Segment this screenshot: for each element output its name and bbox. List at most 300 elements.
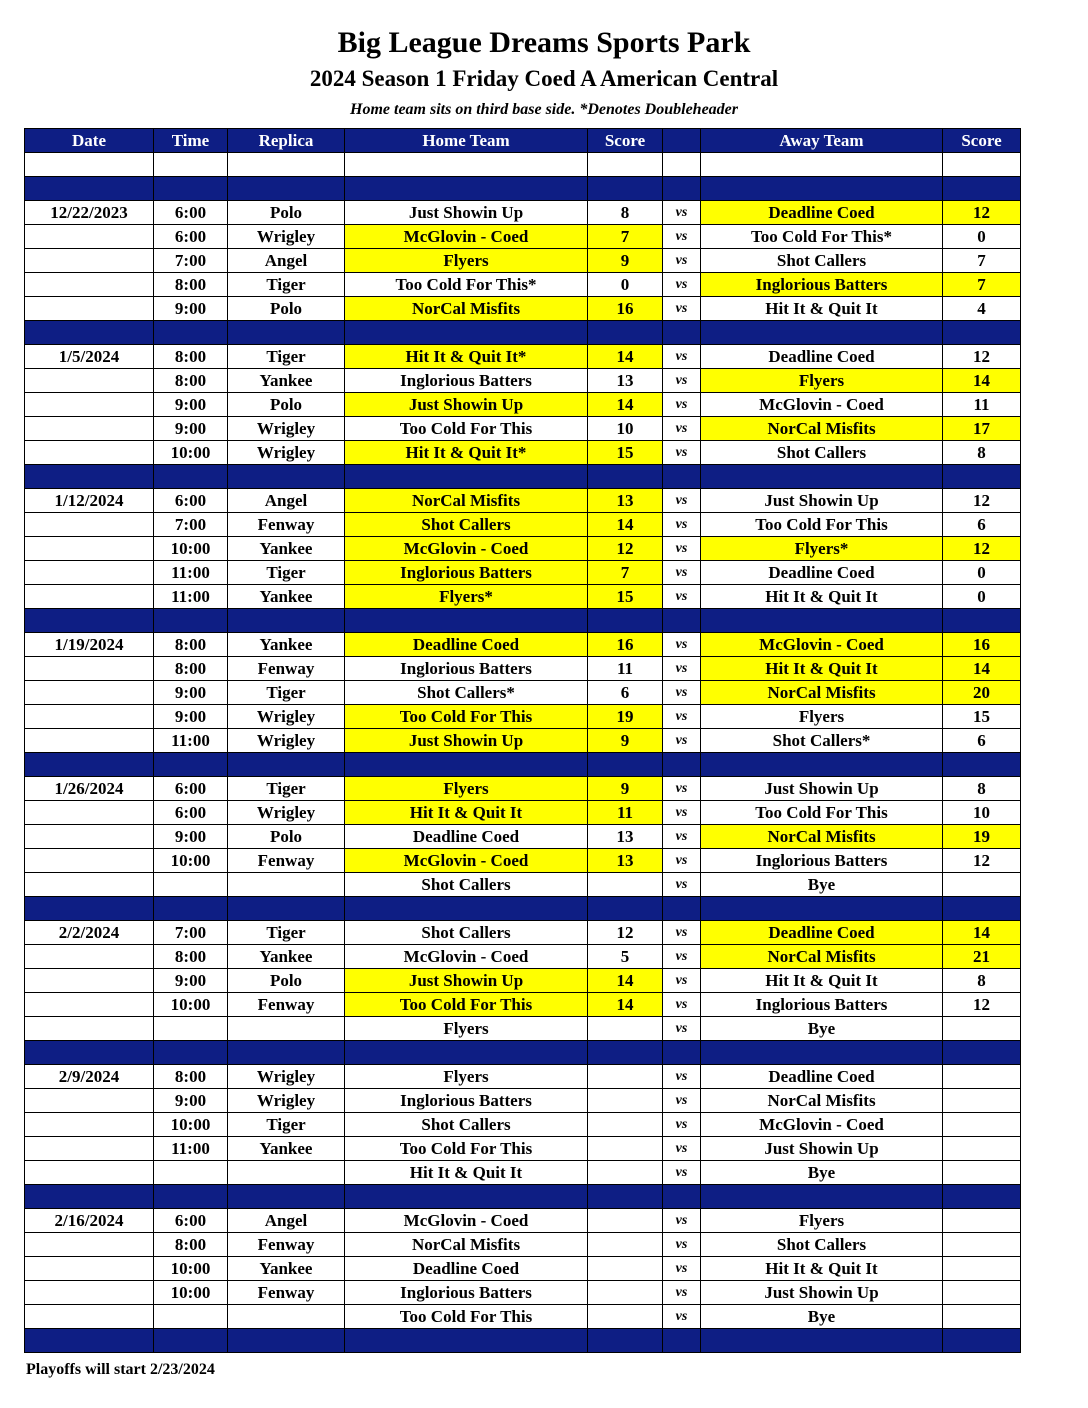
away-team-cell: McGlovin - Coed [701, 1113, 943, 1137]
away-team-cell: Hit It & Quit It [701, 969, 943, 993]
vs-cell: vs [663, 825, 701, 849]
away-team-cell: Too Cold For This* [701, 225, 943, 249]
empty-cell [154, 897, 228, 921]
game-row [25, 729, 1021, 753]
home-team-cell: Too Cold For This [345, 1305, 588, 1329]
away-team-cell: Hit It & Quit It [701, 297, 943, 321]
date-cell [25, 825, 154, 849]
away-score-cell: 8 [943, 441, 1021, 465]
date-cell [25, 249, 154, 273]
date-cell: 1/5/2024 [25, 345, 154, 369]
empty-cell [345, 177, 588, 201]
home-team-cell: Flyers [345, 1017, 588, 1041]
time-cell: 10:00 [154, 849, 228, 873]
col-away-team: Away Team [701, 129, 943, 153]
replica-cell: Tiger [228, 681, 345, 705]
home-score-cell: 8 [588, 201, 663, 225]
away-score-cell: 10 [943, 801, 1021, 825]
game-row [25, 513, 1021, 537]
vs-cell: vs [663, 1161, 701, 1185]
date-cell [25, 993, 154, 1017]
empty-cell [25, 321, 154, 345]
vs-cell: vs [663, 585, 701, 609]
home-score-cell: 9 [588, 249, 663, 273]
away-score-cell: 12 [943, 993, 1021, 1017]
time-cell: 6:00 [154, 777, 228, 801]
away-team-cell: NorCal Misfits [701, 945, 943, 969]
empty-cell [701, 1185, 943, 1209]
home-team-cell: Inglorious Batters [345, 657, 588, 681]
away-score-cell [943, 1209, 1021, 1233]
home-team-cell: Inglorious Batters [345, 1089, 588, 1113]
empty-cell [701, 1329, 943, 1353]
replica-cell [228, 1017, 345, 1041]
home-score-cell [588, 1161, 663, 1185]
replica-cell [228, 873, 345, 897]
page-title: Big League Dreams Sports Park [337, 26, 751, 59]
time-cell: 8:00 [154, 369, 228, 393]
date-cell [25, 1017, 154, 1041]
game-row [25, 1257, 1021, 1281]
home-score-cell: 5 [588, 945, 663, 969]
time-cell: 9:00 [154, 681, 228, 705]
time-cell: 8:00 [154, 1065, 228, 1089]
game-row [25, 1161, 1021, 1185]
home-team-cell: Too Cold For This [345, 993, 588, 1017]
empty-cell [701, 465, 943, 489]
game-row [25, 201, 1021, 225]
away-score-cell [943, 1113, 1021, 1137]
game-row [25, 657, 1021, 681]
away-score-cell: 6 [943, 513, 1021, 537]
vs-cell: vs [663, 681, 701, 705]
schedule-table [24, 128, 1021, 1353]
date-cell [25, 1257, 154, 1281]
replica-cell [228, 1161, 345, 1185]
away-score-cell [943, 1257, 1021, 1281]
date-cell [25, 945, 154, 969]
away-team-cell: Deadline Coed [701, 561, 943, 585]
empty-cell [663, 465, 701, 489]
col-away-score: Score [943, 129, 1021, 153]
game-row [25, 921, 1021, 945]
home-score-cell: 15 [588, 441, 663, 465]
vs-cell: vs [663, 1065, 701, 1089]
home-score-cell [588, 1137, 663, 1161]
home-team-cell: McGlovin - Coed [345, 225, 588, 249]
home-team-cell: McGlovin - Coed [345, 1209, 588, 1233]
away-team-cell: McGlovin - Coed [701, 633, 943, 657]
home-team-cell: Inglorious Batters [345, 1281, 588, 1305]
vs-cell: vs [663, 345, 701, 369]
game-row [25, 393, 1021, 417]
replica-cell: Angel [228, 249, 345, 273]
empty-cell [25, 153, 154, 177]
replica-cell: Tiger [228, 1113, 345, 1137]
away-team-cell: Deadline Coed [701, 921, 943, 945]
time-cell: 9:00 [154, 705, 228, 729]
away-score-cell: 7 [943, 273, 1021, 297]
vs-cell: vs [663, 633, 701, 657]
time-cell: 9:00 [154, 1089, 228, 1113]
home-score-cell [588, 1065, 663, 1089]
game-row [25, 873, 1021, 897]
home-score-cell: 14 [588, 993, 663, 1017]
game-row [25, 1113, 1021, 1137]
replica-cell: Fenway [228, 1281, 345, 1305]
empty-cell [25, 1329, 154, 1353]
replica-cell: Tiger [228, 561, 345, 585]
vs-cell: vs [663, 1281, 701, 1305]
date-cell [25, 705, 154, 729]
replica-cell: Wrigley [228, 801, 345, 825]
date-cell: 12/22/2023 [25, 201, 154, 225]
replica-cell: Wrigley [228, 417, 345, 441]
away-score-cell: 12 [943, 489, 1021, 513]
away-score-cell: 7 [943, 249, 1021, 273]
game-row [25, 1089, 1021, 1113]
empty-cell [588, 753, 663, 777]
separator-row [25, 897, 1021, 921]
home-score-cell: 14 [588, 345, 663, 369]
time-cell: 8:00 [154, 633, 228, 657]
game-row [25, 225, 1021, 249]
date-cell [25, 1137, 154, 1161]
game-row [25, 345, 1021, 369]
away-score-cell: 0 [943, 561, 1021, 585]
vs-cell: vs [663, 369, 701, 393]
home-team-cell: Flyers [345, 1065, 588, 1089]
away-score-cell: 12 [943, 201, 1021, 225]
home-team-cell: NorCal Misfits [345, 1233, 588, 1257]
home-score-cell [588, 873, 663, 897]
replica-cell: Angel [228, 1209, 345, 1233]
date-cell [25, 1089, 154, 1113]
home-score-cell: 0 [588, 273, 663, 297]
time-cell: 10:00 [154, 1113, 228, 1137]
replica-cell: Wrigley [228, 705, 345, 729]
time-cell [154, 1161, 228, 1185]
separator-row [25, 177, 1021, 201]
empty-cell [154, 177, 228, 201]
game-row [25, 1065, 1021, 1089]
vs-cell: vs [663, 945, 701, 969]
away-team-cell: Shot Callers [701, 1233, 943, 1257]
empty-cell [943, 753, 1021, 777]
home-score-cell: 16 [588, 297, 663, 321]
home-score-cell: 7 [588, 561, 663, 585]
separator-row [25, 609, 1021, 633]
empty-cell [25, 177, 154, 201]
away-score-cell: 8 [943, 777, 1021, 801]
vs-cell: vs [663, 297, 701, 321]
home-score-cell: 13 [588, 489, 663, 513]
col-vs [663, 129, 701, 153]
home-team-cell: McGlovin - Coed [345, 849, 588, 873]
time-cell: 6:00 [154, 201, 228, 225]
away-score-cell [943, 1281, 1021, 1305]
date-cell [25, 417, 154, 441]
game-row [25, 417, 1021, 441]
vs-cell: vs [663, 393, 701, 417]
game-row [25, 681, 1021, 705]
date-cell [25, 873, 154, 897]
replica-cell: Polo [228, 393, 345, 417]
away-score-cell [943, 1017, 1021, 1041]
away-score-cell: 14 [943, 657, 1021, 681]
vs-cell: vs [663, 1305, 701, 1329]
game-row [25, 297, 1021, 321]
away-team-cell: Hit It & Quit It [701, 1257, 943, 1281]
time-cell: 6:00 [154, 225, 228, 249]
time-cell: 7:00 [154, 249, 228, 273]
away-score-cell: 19 [943, 825, 1021, 849]
empty-cell [663, 897, 701, 921]
replica-cell: Wrigley [228, 1065, 345, 1089]
home-team-cell: Hit It & Quit It* [345, 441, 588, 465]
game-row [25, 801, 1021, 825]
home-team-cell: Shot Callers [345, 1113, 588, 1137]
home-score-cell: 13 [588, 849, 663, 873]
away-team-cell: Shot Callers* [701, 729, 943, 753]
empty-cell [663, 1185, 701, 1209]
vs-cell: vs [663, 1137, 701, 1161]
date-cell [25, 561, 154, 585]
home-score-cell [588, 1017, 663, 1041]
replica-cell: Angel [228, 489, 345, 513]
away-score-cell: 4 [943, 297, 1021, 321]
home-score-cell: 9 [588, 729, 663, 753]
game-row [25, 273, 1021, 297]
schedule-body [25, 153, 1021, 1353]
replica-cell: Polo [228, 969, 345, 993]
away-team-cell: NorCal Misfits [701, 417, 943, 441]
empty-cell [588, 1329, 663, 1353]
empty-cell [154, 465, 228, 489]
replica-cell: Tiger [228, 345, 345, 369]
empty-cell [943, 897, 1021, 921]
time-cell: 10:00 [154, 441, 228, 465]
separator-row [25, 465, 1021, 489]
replica-cell: Yankee [228, 1137, 345, 1161]
vs-cell: vs [663, 489, 701, 513]
game-row [25, 825, 1021, 849]
away-score-cell [943, 1233, 1021, 1257]
away-score-cell: 16 [943, 633, 1021, 657]
time-cell: 7:00 [154, 921, 228, 945]
vs-cell: vs [663, 729, 701, 753]
home-score-cell [588, 1089, 663, 1113]
vs-cell: vs [663, 777, 701, 801]
empty-cell [943, 1329, 1021, 1353]
away-score-cell [943, 873, 1021, 897]
game-row [25, 489, 1021, 513]
away-team-cell: McGlovin - Coed [701, 393, 943, 417]
home-team-cell: Too Cold For This* [345, 273, 588, 297]
away-team-cell: Shot Callers [701, 441, 943, 465]
home-team-cell: NorCal Misfits [345, 489, 588, 513]
date-cell [25, 537, 154, 561]
home-score-cell: 14 [588, 969, 663, 993]
time-cell: 7:00 [154, 513, 228, 537]
empty-cell [663, 321, 701, 345]
empty-cell [663, 1329, 701, 1353]
empty-cell [345, 465, 588, 489]
away-team-cell: Bye [701, 1161, 943, 1185]
replica-cell: Wrigley [228, 441, 345, 465]
home-team-cell: Too Cold For This [345, 417, 588, 441]
away-team-cell: Just Showin Up [701, 1137, 943, 1161]
time-cell: 10:00 [154, 993, 228, 1017]
home-score-cell: 14 [588, 393, 663, 417]
home-team-cell: Deadline Coed [345, 825, 588, 849]
time-cell [154, 1305, 228, 1329]
date-cell [25, 1233, 154, 1257]
time-cell: 6:00 [154, 801, 228, 825]
date-cell: 1/26/2024 [25, 777, 154, 801]
time-cell: 6:00 [154, 1209, 228, 1233]
game-row [25, 369, 1021, 393]
empty-cell [228, 1329, 345, 1353]
vs-cell: vs [663, 705, 701, 729]
game-row [25, 441, 1021, 465]
time-cell: 8:00 [154, 945, 228, 969]
away-score-cell: 21 [943, 945, 1021, 969]
time-cell: 10:00 [154, 537, 228, 561]
away-score-cell: 8 [943, 969, 1021, 993]
home-score-cell: 13 [588, 369, 663, 393]
home-team-cell: Hit It & Quit It [345, 801, 588, 825]
home-team-cell: Just Showin Up [345, 729, 588, 753]
empty-cell [25, 609, 154, 633]
home-score-cell [588, 1305, 663, 1329]
away-team-cell: Too Cold For This [701, 801, 943, 825]
time-cell: 8:00 [154, 657, 228, 681]
home-score-cell: 14 [588, 513, 663, 537]
replica-cell: Tiger [228, 921, 345, 945]
home-score-cell: 12 [588, 537, 663, 561]
home-team-cell: Deadline Coed [345, 1257, 588, 1281]
home-score-cell: 13 [588, 825, 663, 849]
empty-cell [943, 1185, 1021, 1209]
date-cell [25, 393, 154, 417]
empty-cell [25, 753, 154, 777]
game-row [25, 585, 1021, 609]
home-team-cell: Shot Callers [345, 921, 588, 945]
col-replica: Replica [228, 129, 345, 153]
game-row [25, 537, 1021, 561]
vs-cell: vs [663, 513, 701, 537]
replica-cell: Tiger [228, 777, 345, 801]
away-score-cell [943, 1089, 1021, 1113]
home-score-cell: 9 [588, 777, 663, 801]
replica-cell: Wrigley [228, 729, 345, 753]
empty-cell [154, 321, 228, 345]
away-score-cell: 15 [943, 705, 1021, 729]
time-cell: 9:00 [154, 417, 228, 441]
home-team-cell: Inglorious Batters [345, 561, 588, 585]
replica-cell: Yankee [228, 945, 345, 969]
away-score-cell: 0 [943, 225, 1021, 249]
away-team-cell: Inglorious Batters [701, 993, 943, 1017]
home-team-cell: Flyers [345, 777, 588, 801]
replica-cell: Fenway [228, 849, 345, 873]
empty-cell [663, 609, 701, 633]
time-cell: 8:00 [154, 345, 228, 369]
empty-cell [588, 465, 663, 489]
game-row [25, 777, 1021, 801]
empty-cell [943, 177, 1021, 201]
date-cell [25, 1113, 154, 1137]
vs-cell: vs [663, 201, 701, 225]
replica-cell: Fenway [228, 993, 345, 1017]
date-cell [25, 1161, 154, 1185]
empty-cell [701, 321, 943, 345]
home-score-cell [588, 1233, 663, 1257]
away-team-cell: Flyers [701, 1209, 943, 1233]
empty-cell [943, 321, 1021, 345]
away-team-cell: Flyers* [701, 537, 943, 561]
time-cell: 9:00 [154, 969, 228, 993]
vs-cell: vs [663, 561, 701, 585]
vs-cell: vs [663, 441, 701, 465]
empty-cell [345, 1185, 588, 1209]
empty-cell [588, 177, 663, 201]
empty-cell [228, 897, 345, 921]
empty-cell [345, 609, 588, 633]
replica-cell: Polo [228, 201, 345, 225]
empty-cell [345, 1329, 588, 1353]
vs-cell: vs [663, 1233, 701, 1257]
date-cell [25, 441, 154, 465]
vs-cell: vs [663, 969, 701, 993]
home-score-cell: 12 [588, 921, 663, 945]
date-cell [25, 1281, 154, 1305]
empty-cell [943, 153, 1021, 177]
replica-cell: Polo [228, 825, 345, 849]
time-cell: 11:00 [154, 561, 228, 585]
home-team-cell: Shot Callers [345, 873, 588, 897]
home-team-cell: Flyers* [345, 585, 588, 609]
home-team-cell: Hit It & Quit It [345, 1161, 588, 1185]
away-score-cell: 14 [943, 369, 1021, 393]
home-score-cell [588, 1257, 663, 1281]
vs-cell: vs [663, 993, 701, 1017]
col-home-score: Score [588, 129, 663, 153]
time-cell [154, 1017, 228, 1041]
separator-row [25, 1185, 1021, 1209]
game-row [25, 849, 1021, 873]
vs-cell: vs [663, 1017, 701, 1041]
game-row [25, 1137, 1021, 1161]
away-team-cell: Deadline Coed [701, 345, 943, 369]
home-team-cell: Shot Callers [345, 513, 588, 537]
date-cell [25, 801, 154, 825]
empty-cell [228, 753, 345, 777]
game-row [25, 993, 1021, 1017]
date-cell [25, 1305, 154, 1329]
page-subtitle: 2024 Season 1 Friday Coed A American Central [309, 66, 779, 91]
empty-cell [943, 609, 1021, 633]
away-team-cell: NorCal Misfits [701, 681, 943, 705]
away-score-cell: 17 [943, 417, 1021, 441]
game-row [25, 249, 1021, 273]
empty-cell [588, 1185, 663, 1209]
home-score-cell [588, 1281, 663, 1305]
date-cell [25, 273, 154, 297]
away-team-cell: Shot Callers [701, 249, 943, 273]
col-time: Time [154, 129, 228, 153]
